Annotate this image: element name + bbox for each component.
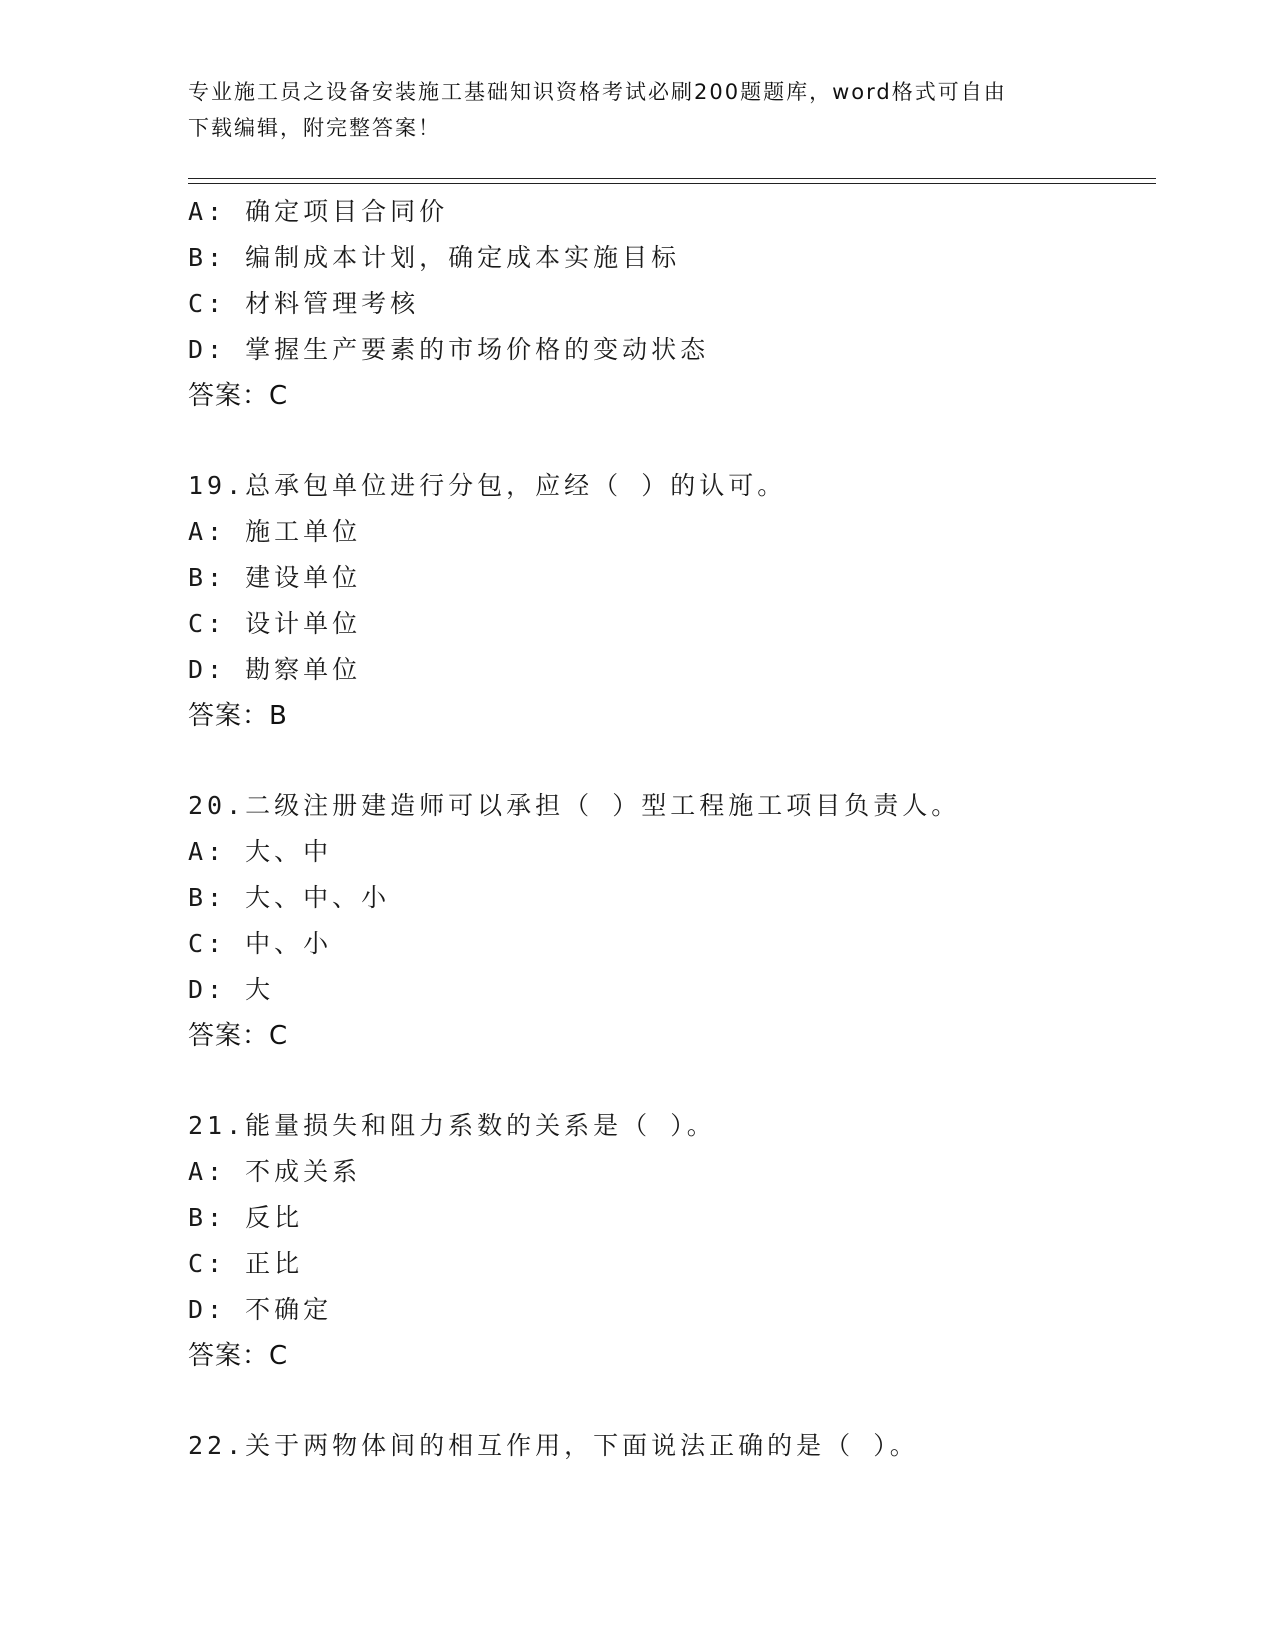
option-prefix: B:	[188, 1203, 227, 1232]
option-text: 不确定	[245, 1295, 333, 1324]
option-text: 掌握生产要素的市场价格的变动状态	[245, 335, 710, 364]
question-stem: 20.二级注册建造师可以承担（ ）型工程施工项目负责人。	[188, 791, 961, 820]
option-a	[188, 509, 1156, 555]
question-stem: 22.关于两物体间的相互作用，下面说法正确的是（ ）。	[188, 1431, 919, 1460]
option-text: 编制成本计划，确定成本实施目标	[245, 243, 681, 272]
question-21	[188, 1103, 1156, 1379]
option-b	[188, 1195, 1156, 1241]
option-prefix: C:	[188, 609, 227, 638]
option-text: 不成关系	[245, 1157, 362, 1186]
option-a	[188, 1149, 1156, 1195]
option-text: 大	[245, 975, 275, 1004]
spacer	[188, 739, 1156, 783]
question-stem: 19.总承包单位进行分包，应经（ ）的认可。	[188, 471, 787, 500]
option-prefix: D:	[188, 335, 227, 364]
option-prefix: C:	[188, 1249, 227, 1278]
option-prefix: D:	[188, 655, 227, 684]
answer-line: 答案：C	[188, 381, 289, 411]
option-b	[188, 235, 1156, 281]
option-text: 设计单位	[245, 609, 362, 638]
option-b	[188, 875, 1156, 921]
answer-line: 答案：C	[188, 1341, 289, 1371]
option-text: 大、中	[245, 837, 333, 866]
option-text: 正比	[245, 1249, 304, 1278]
option-d	[188, 327, 1156, 373]
option-c	[188, 601, 1156, 647]
question-22	[188, 1423, 1156, 1469]
option-text: 材料管理考核	[245, 289, 420, 318]
document-header	[188, 74, 1078, 146]
option-c	[188, 281, 1156, 327]
option-text: 反比	[245, 1203, 304, 1232]
option-prefix: B:	[188, 243, 227, 272]
option-prefix: C:	[188, 929, 227, 958]
option-b	[188, 555, 1156, 601]
option-text: 施工单位	[245, 517, 362, 546]
header-title-line-1: 专业施工员之设备安装施工基础知识资格考试必刷200题题库，word格式可自由	[188, 80, 1007, 104]
question-18	[188, 189, 1156, 419]
option-c	[188, 921, 1156, 967]
option-prefix: A:	[188, 837, 227, 866]
spacer	[188, 1379, 1156, 1423]
option-d	[188, 647, 1156, 693]
spacer	[188, 419, 1156, 463]
option-prefix: D:	[188, 975, 227, 1004]
option-a	[188, 829, 1156, 875]
question-19	[188, 463, 1156, 739]
option-text: 中、小	[245, 929, 333, 958]
option-prefix: C:	[188, 289, 227, 318]
option-prefix: A:	[188, 1157, 227, 1186]
option-d	[188, 967, 1156, 1013]
option-a	[188, 189, 1156, 235]
question-stem: 21.能量损失和阻力系数的关系是（ ）。	[188, 1111, 716, 1140]
option-text: 大、中、小	[245, 883, 391, 912]
option-prefix: A:	[188, 517, 227, 546]
header-title-line-2: 下载编辑，附完整答案！	[188, 116, 441, 140]
question-20	[188, 783, 1156, 1059]
option-d	[188, 1287, 1156, 1333]
option-text: 确定项目合同价	[245, 197, 449, 226]
answer-line: 答案：B	[188, 701, 288, 731]
option-text: 建设单位	[245, 563, 362, 592]
option-prefix: B:	[188, 883, 227, 912]
answer-line: 答案：C	[188, 1021, 289, 1051]
option-text: 勘察单位	[245, 655, 362, 684]
option-prefix: D:	[188, 1295, 227, 1324]
option-c	[188, 1241, 1156, 1287]
header-divider	[188, 178, 1156, 184]
option-prefix: A:	[188, 197, 227, 226]
option-prefix: B:	[188, 563, 227, 592]
question-list	[188, 189, 1156, 1469]
spacer	[188, 1059, 1156, 1103]
